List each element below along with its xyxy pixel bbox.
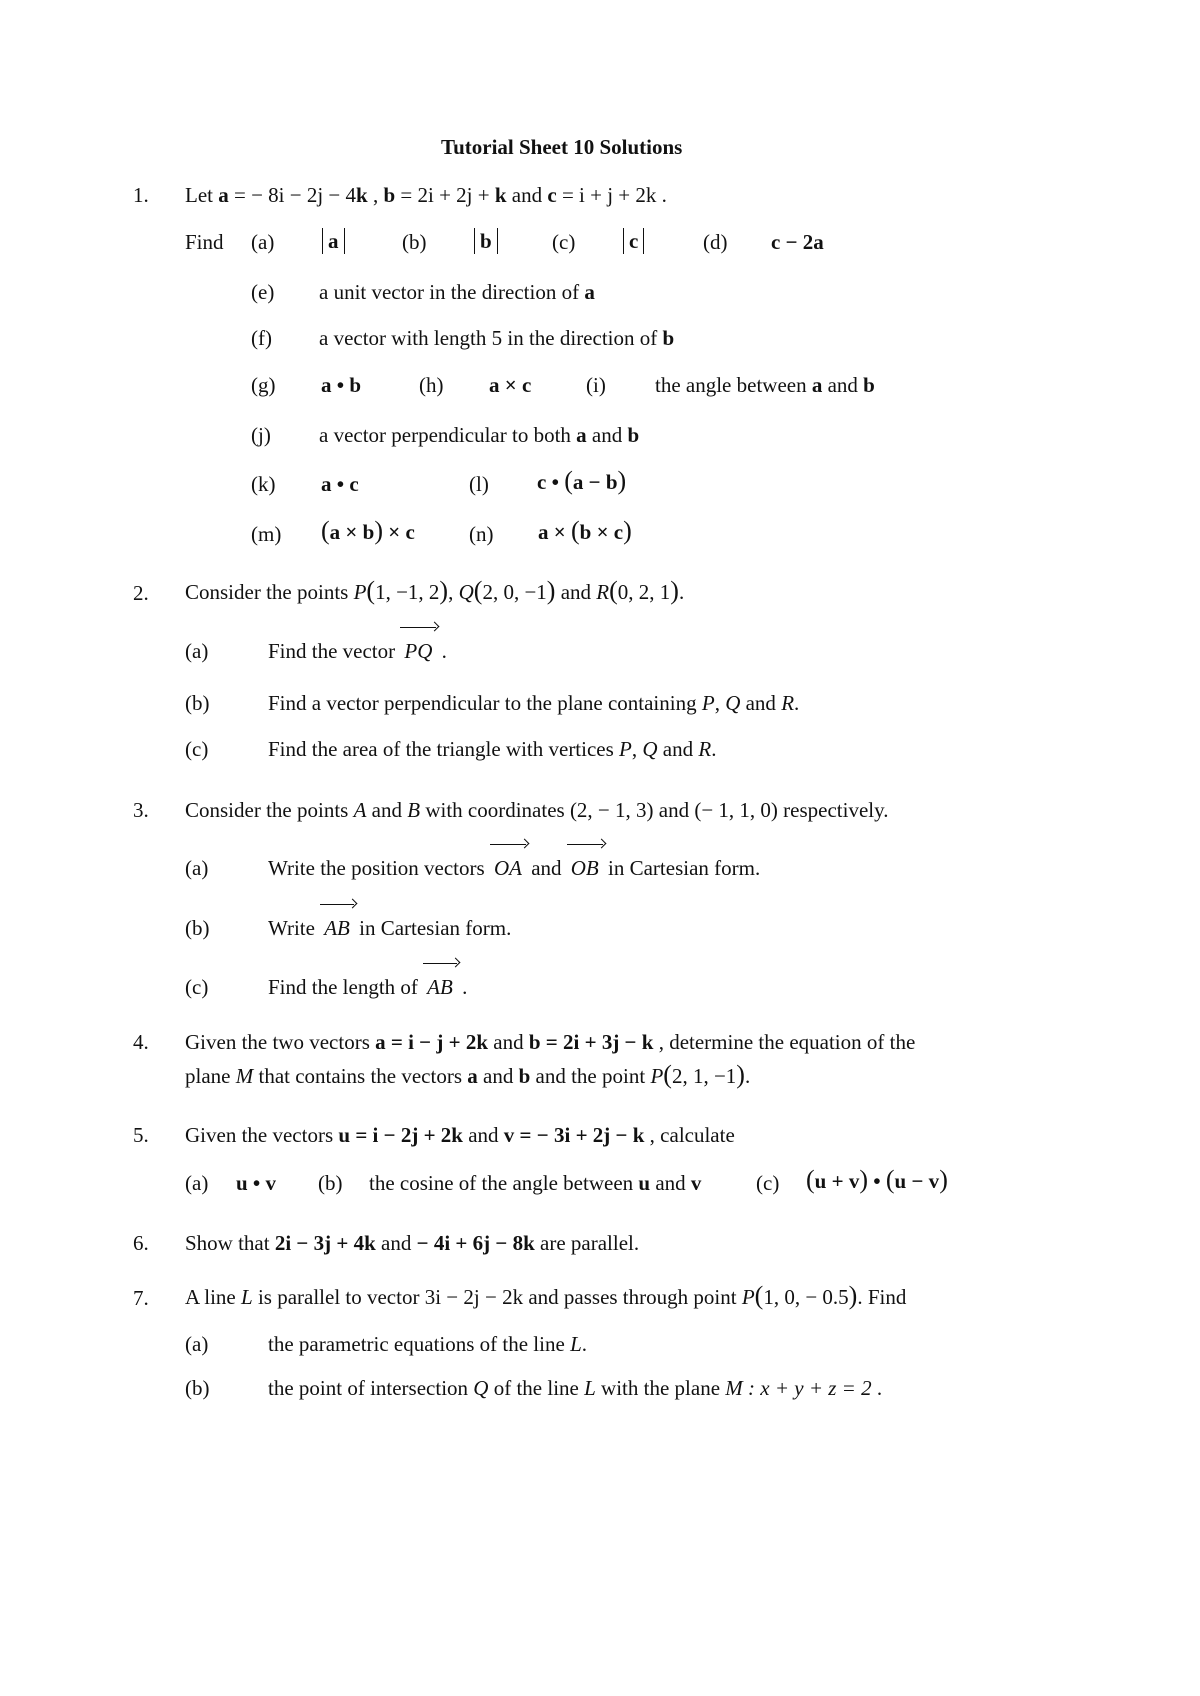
q4-var-b: b	[528, 1030, 541, 1054]
q1f-label: (f)	[251, 326, 272, 350]
q1l-inner: a − b	[572, 470, 618, 494]
q1-comma: ,	[367, 183, 384, 207]
q1i-label: (i)	[586, 373, 606, 397]
q3c-text	[268, 974, 467, 1000]
q1l-pre: c •	[537, 470, 565, 494]
q2a-desc: Find the vector	[268, 639, 401, 663]
q7a-L: L	[570, 1332, 582, 1356]
q7-text3: and passes through point	[523, 1285, 742, 1309]
q3c-vec: AB	[427, 975, 453, 999]
q1b-value	[474, 228, 498, 254]
q3a-desc: Write the position vectors	[268, 856, 490, 880]
q2c-sep: ,	[631, 737, 643, 761]
q1-var-b: b	[383, 183, 396, 207]
q1m-open-paren: (	[321, 516, 330, 545]
q1-find: Find	[185, 230, 224, 254]
q7-number: 7.	[133, 1286, 149, 1310]
q2-text: Consider the points	[185, 580, 354, 604]
q3-text2: and	[366, 798, 408, 822]
q2-R-coords: 0, 2, 1	[617, 580, 671, 604]
q1m-post: × c	[383, 520, 415, 544]
q4-and: and	[488, 1030, 529, 1054]
q1m-inner: a × b	[329, 520, 375, 544]
q7b-plane-eq: M : x + y + z = 2	[725, 1376, 872, 1400]
q3-statement	[185, 797, 889, 823]
q3a-end: in Cartesian form.	[602, 856, 761, 880]
q1f-var: b	[662, 326, 675, 350]
q3a-label: (a)	[185, 856, 209, 880]
q1h-value: a × c	[489, 373, 532, 397]
q3a-vec2: OB	[570, 856, 599, 880]
q5-statement	[185, 1122, 735, 1148]
q7-P: P	[741, 1285, 755, 1309]
q3b-vec: AB	[324, 916, 350, 940]
q2b-R: R	[781, 691, 795, 715]
q1-and: and	[506, 183, 548, 207]
vector-arrow-icon	[423, 959, 463, 969]
q2-Q-coords: 2, 0, −1	[482, 580, 547, 604]
q5c-value: (u + v) • (u − v)	[806, 1165, 948, 1194]
q4-M: M	[235, 1064, 254, 1088]
q1k-label: (k)	[251, 472, 276, 496]
q3c-label: (c)	[185, 975, 209, 999]
q1n-inner: b × c	[579, 520, 624, 544]
page-title: Tutorial Sheet 10 Solutions	[441, 135, 683, 159]
q1f-text	[319, 325, 674, 351]
q1l-label: (l)	[469, 472, 489, 496]
q1j-text	[319, 422, 639, 448]
q1c-label: (c)	[552, 230, 576, 254]
q1e-label: (e)	[251, 280, 275, 304]
q1-k2: k	[494, 183, 507, 207]
q4-text4: that contains the vectors	[253, 1064, 468, 1088]
q1e-var: a	[584, 280, 595, 304]
q7-text2: is parallel to vector	[252, 1285, 425, 1309]
q1m-label: (m)	[251, 522, 282, 546]
q5c-dot: •	[868, 1169, 886, 1193]
q5-number: 5.	[133, 1123, 149, 1147]
q5c-sum: u + v	[814, 1169, 860, 1193]
q3-text3: with coordinates (2, − 1, 3) and (− 1, 1, 0) respectively.	[420, 798, 889, 822]
q5b-var-v: v	[690, 1171, 702, 1195]
q5b-text	[369, 1170, 701, 1196]
q7-text1: A line	[185, 1285, 241, 1309]
q3a-vec1: OA	[493, 856, 522, 880]
q5-text2: , calculate	[644, 1123, 735, 1147]
q5b-label: (b)	[318, 1171, 343, 1195]
q5-text1: Given the vectors	[185, 1123, 339, 1147]
q2b-Q: Q	[725, 691, 741, 715]
q1a-abs: a	[322, 228, 345, 254]
vector-OB	[567, 855, 603, 881]
q3-A: A	[353, 798, 367, 822]
q7-text4: . Find	[857, 1285, 907, 1309]
q5a-label: (a)	[185, 1171, 209, 1195]
q2c-R: R	[698, 737, 712, 761]
q3a-text	[268, 855, 760, 881]
vector-AB	[423, 974, 457, 1000]
q4-P-coords: 2, 1, −1	[671, 1064, 737, 1088]
q7a-text	[268, 1331, 587, 1357]
q4-text1: Given the two vectors	[185, 1030, 376, 1054]
q1-eq-b: = 2i + 2j +	[395, 183, 495, 207]
q2a-label: (a)	[185, 639, 209, 663]
q1n-pre: a ×	[538, 520, 571, 544]
q5c-label: (c)	[756, 1171, 780, 1195]
q5c-diff: u − v	[894, 1169, 940, 1193]
q6-and: and	[375, 1231, 417, 1255]
q1e-desc: a unit vector in the direction of	[319, 280, 585, 304]
q1d-label: (d)	[703, 230, 728, 254]
vector-PQ	[400, 638, 436, 664]
q2c-end: .	[711, 737, 717, 761]
q2c-Q: Q	[642, 737, 658, 761]
q5-eq-v: = − 3i + 2j − k	[514, 1123, 645, 1147]
q1b-label: (b)	[402, 230, 427, 254]
q7b-end: .	[871, 1376, 883, 1400]
q1m-value	[321, 518, 415, 545]
q2a-end: .	[436, 639, 447, 663]
q2a-vec-label: PQ	[404, 639, 433, 663]
q6-vec2: − 4i + 6j − 8k	[416, 1231, 535, 1255]
q2a-text	[268, 638, 447, 664]
q5b-var-u: u	[638, 1171, 651, 1195]
q4-line2: plane M that contains the vectors a and b and the point P(2, 1, −1).	[185, 1060, 751, 1089]
q4-var-a2: a	[467, 1064, 478, 1088]
q7b-text3: with the plane	[595, 1376, 726, 1400]
q1j-desc: a vector perpendicular to both	[319, 423, 577, 447]
q4-number: 4.	[133, 1030, 149, 1054]
q1m-close-paren: )	[374, 516, 383, 545]
q4-line1	[185, 1029, 915, 1055]
q6-number: 6.	[133, 1231, 149, 1255]
q1d-value: c − 2a	[771, 230, 824, 254]
q3b-desc: Write	[268, 916, 321, 940]
q1j-var-b: b	[627, 423, 640, 447]
q7b-Q: Q	[473, 1376, 489, 1400]
q2c-P: P	[619, 737, 632, 761]
q1n-value	[538, 518, 632, 545]
vector-arrow-icon	[320, 900, 360, 910]
vector-AB	[320, 915, 354, 941]
q2-R: R	[596, 580, 610, 604]
q5-and: and	[462, 1123, 504, 1147]
q2b-label: (b)	[185, 691, 210, 715]
q4-text6: and the point	[530, 1064, 651, 1088]
q1n-open-paren: (	[570, 516, 580, 545]
q1i-and: and	[822, 373, 864, 397]
q2-number: 2.	[133, 581, 149, 605]
q1a-label: (a)	[251, 230, 275, 254]
q7b-L: L	[584, 1376, 596, 1400]
q1n-close-paren: )	[623, 516, 632, 545]
q1-var-c: c	[547, 183, 557, 207]
q3b-text	[268, 915, 511, 941]
q6-vec1: 2i − 3j + 4k	[274, 1231, 376, 1255]
q1h-label: (h)	[419, 373, 444, 397]
q1-number: 1.	[133, 183, 149, 207]
q3-number: 3.	[133, 798, 149, 822]
q1l-close-paren: )	[617, 466, 627, 495]
vector-arrow-icon	[400, 623, 442, 633]
q1c-abs: c	[623, 228, 644, 254]
q2b-end: .	[794, 691, 800, 715]
q7a-label: (a)	[185, 1332, 209, 1356]
vector-OA	[490, 855, 526, 881]
q1a-value	[322, 228, 345, 254]
q1-k1: k	[356, 183, 368, 207]
q1e-text	[319, 279, 595, 305]
q2b-P: P	[701, 691, 715, 715]
q4-text5: and	[477, 1064, 519, 1088]
q1f-desc: a vector with length 5 in the direction of	[319, 326, 663, 350]
q2c-and: and	[657, 737, 699, 761]
q2c-text	[268, 736, 716, 762]
q3c-end: .	[456, 975, 468, 999]
q7b-desc: the point of intersection	[268, 1376, 474, 1400]
q1i-var-a: a	[811, 373, 823, 397]
q1i-var-b: b	[863, 373, 875, 397]
q2b-desc: Find a vector perpendicular to the plane containing	[268, 691, 702, 715]
q7-L: L	[241, 1285, 253, 1309]
q2-P: P	[353, 580, 367, 604]
q2-P-coords: 1, −1, 2	[375, 580, 440, 604]
q2-and: and	[555, 580, 597, 604]
q2-Q: Q	[458, 580, 474, 604]
q1l-open-paren: (	[564, 466, 573, 495]
q3b-end: in Cartesian form.	[353, 916, 512, 940]
q5b-desc: the cosine of the angle between	[369, 1171, 639, 1195]
q5b-and: and	[650, 1171, 691, 1195]
q1g-label: (g)	[251, 373, 276, 397]
q1g-value: a • b	[321, 373, 362, 397]
q3b-label: (b)	[185, 916, 210, 940]
q2c-label: (c)	[185, 737, 209, 761]
q3c-desc: Find the length of	[268, 975, 424, 999]
q4-eq-a: = i − j + 2k	[385, 1030, 489, 1054]
q2b-sep: ,	[714, 691, 726, 715]
q2b-text	[268, 690, 799, 716]
q3-B: B	[407, 798, 421, 822]
q1-statement	[185, 182, 667, 208]
q1-let: Let	[185, 183, 219, 207]
q1j-var-a: a	[576, 423, 587, 447]
q4-end: .	[744, 1064, 751, 1088]
q6-text2: are parallel.	[534, 1231, 640, 1255]
q1c-value	[623, 228, 644, 254]
q1-eq-a: = − 8i − 2j − 4	[228, 183, 357, 207]
q7-vector: 3i − 2j − 2k	[424, 1285, 524, 1309]
q7b-text2: of the line	[488, 1376, 585, 1400]
q5a-value: u • v	[236, 1171, 277, 1195]
q4-P: P	[650, 1064, 664, 1088]
q5-eq-u: = i − 2j + 2k	[350, 1123, 463, 1147]
q1i-desc: the angle between	[655, 373, 812, 397]
q1-var-a: a	[218, 183, 229, 207]
q3-text1: Consider the points	[185, 798, 354, 822]
q4-eq-b: = 2i + 3j − k	[540, 1030, 654, 1054]
vector-arrow-icon	[490, 840, 532, 850]
q7-statement: A line L is parallel to vector 3i − 2j − 2k and passes through point P(1, 0, − 0.5). Find	[185, 1281, 907, 1310]
q1j-and: and	[586, 423, 628, 447]
q1l-value	[537, 468, 626, 495]
q2-statement: Consider the points P(1, −1, 2), Q(2, 0, −1) and R(0, 2, 1).	[185, 576, 685, 605]
q2b-and: and	[740, 691, 782, 715]
q7a-end: .	[581, 1332, 587, 1356]
q4-var-a: a	[375, 1030, 386, 1054]
q4-text3: plane	[185, 1064, 236, 1088]
q7b-label: (b)	[185, 1376, 210, 1400]
q6-statement	[185, 1230, 639, 1256]
vector-arrow-icon	[567, 840, 609, 850]
q6-text1: Show that	[185, 1231, 275, 1255]
q1-eq-c: = i + j + 2k .	[556, 183, 667, 207]
q5-var-v: v	[503, 1123, 515, 1147]
q1i-text	[655, 372, 875, 398]
q5-var-u: u	[338, 1123, 351, 1147]
q2c-desc: Find the area of the triangle with vertices	[268, 737, 620, 761]
q7b-text	[268, 1375, 882, 1401]
q3a-and: and	[525, 856, 567, 880]
q7-P-coords: 1, 0, − 0.5	[763, 1285, 849, 1309]
q1b-abs: b	[474, 228, 498, 254]
q1k-value: a • c	[321, 472, 359, 496]
q4-var-b2: b	[518, 1064, 531, 1088]
q7a-desc: the parametric equations of the line	[268, 1332, 571, 1356]
q4-text2: , determine the equation of the	[653, 1030, 916, 1054]
q1j-label: (j)	[251, 423, 271, 447]
q1n-label: (n)	[469, 522, 494, 546]
